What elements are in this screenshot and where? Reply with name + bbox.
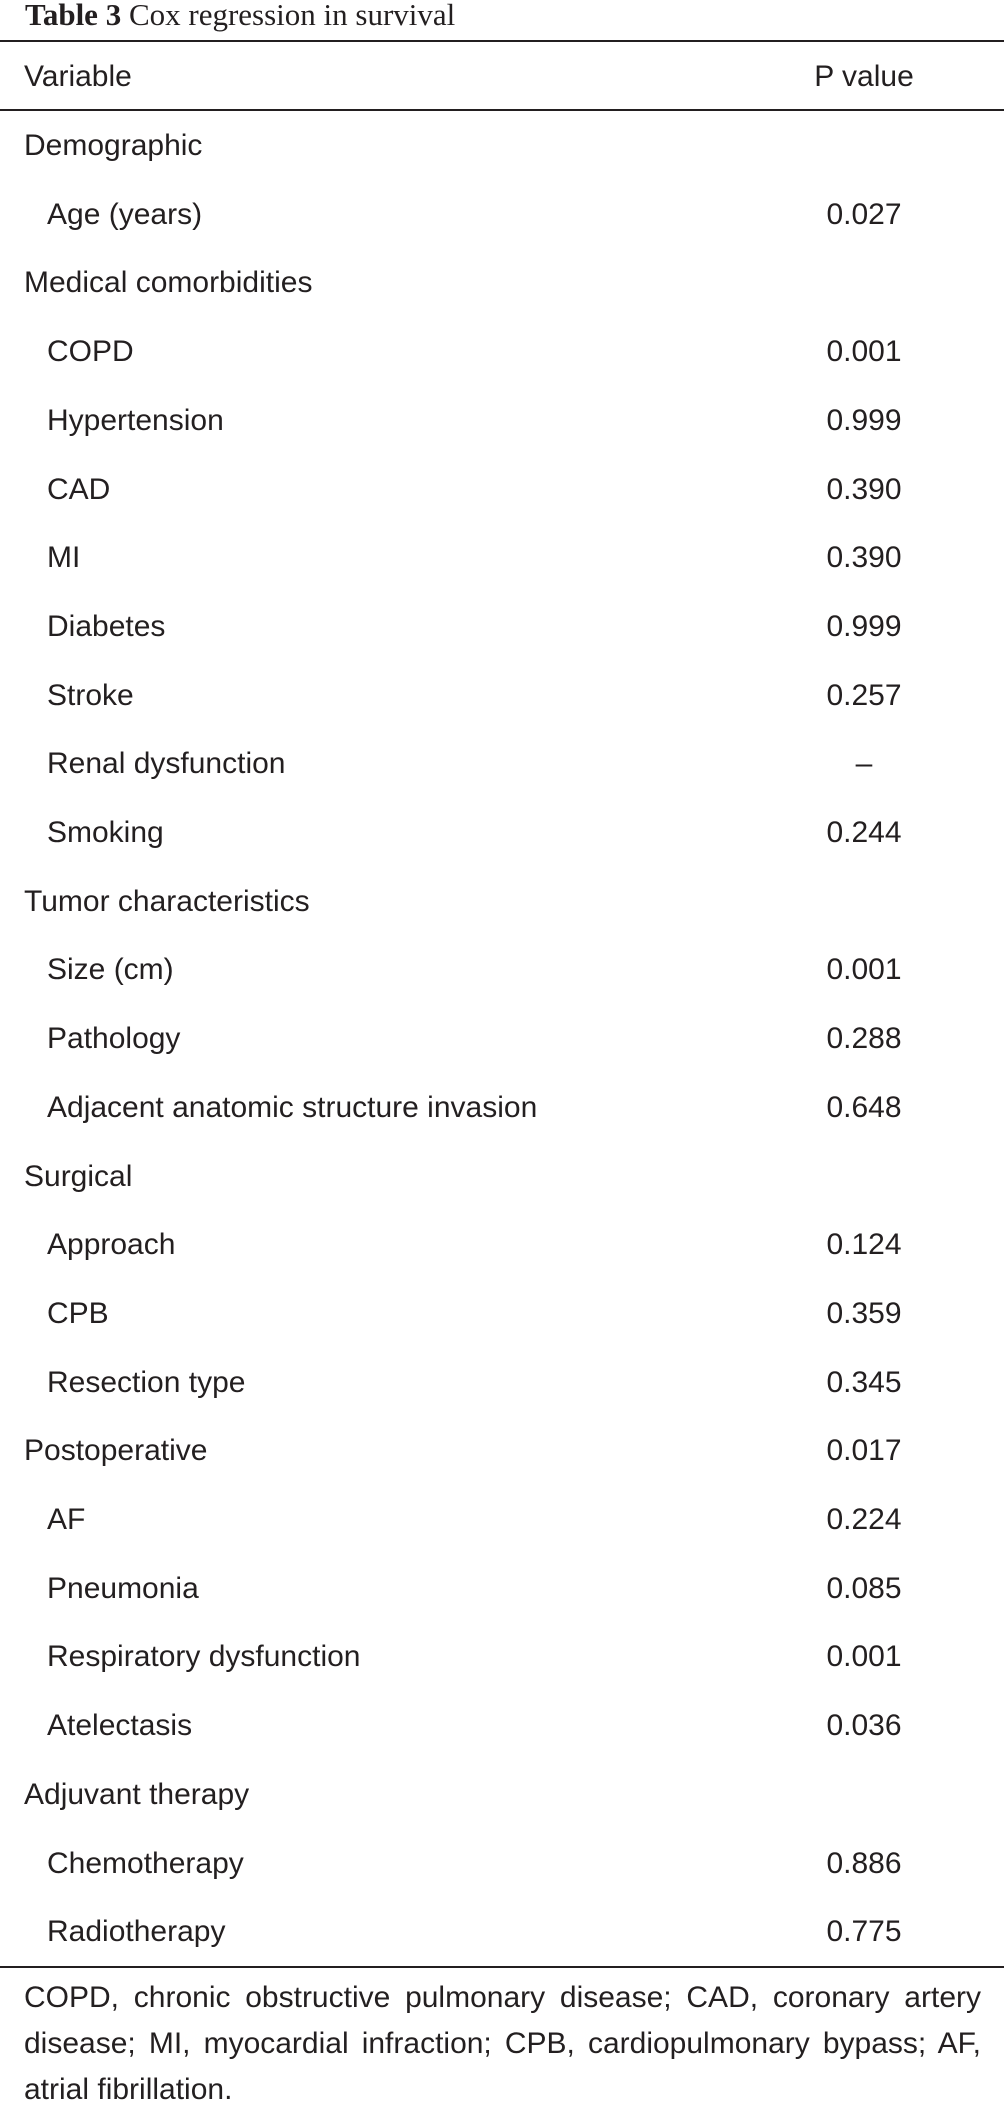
table-section-row (0, 248, 1004, 317)
table-row (0, 1485, 1004, 1554)
variable-cell: Postoperative (24, 1434, 208, 1468)
table-section-row (0, 1416, 1004, 1485)
variable-cell: Smoking (47, 816, 164, 849)
table-row (0, 1829, 1004, 1898)
p-value-cell: 0.124 (826, 1228, 902, 1262)
table-row (0, 729, 1004, 798)
p-value-cell: 0.288 (826, 1022, 902, 1056)
table-footnote: COPD, chronic obstructive pulmonary disease; CAD, coronary artery disease; MI, myocardial infraction; CPB, cardiopulmonary bypass; AF, atrial fibrillation. (24, 1981, 981, 2106)
p-value-cell: 0.775 (826, 1915, 902, 1949)
p-value-cell: – (855, 747, 873, 781)
variable-cell: Diabetes (47, 609, 166, 643)
p-value-cell: 0.027 (826, 197, 902, 231)
bottom-rule (0, 1966, 1004, 1968)
variable-cell: MI (47, 541, 81, 575)
table-row (0, 1897, 1004, 1966)
p-value-cell: 0.085 (826, 1571, 902, 1605)
variable-cell: Tumor characteristics (24, 884, 310, 918)
table-section-row (0, 1142, 1004, 1211)
table-row (0, 1279, 1004, 1348)
variable-cell: Surgical (24, 1159, 133, 1193)
p-value-cell: 0.257 (826, 678, 902, 712)
variable-cell: Age (years) (47, 197, 203, 231)
table-caption (25, 0, 455, 38)
variable-cell: COPD (47, 335, 134, 369)
table-row (0, 798, 1004, 867)
p-value-cell: 0.359 (826, 1296, 902, 1330)
p-value-cell: 0.224 (826, 1503, 902, 1536)
p-value-cell: 0.244 (826, 816, 902, 849)
variable-cell: Hypertension (47, 403, 224, 437)
table-row (0, 592, 1004, 661)
variable-cell: Medical comorbidities (24, 266, 313, 300)
p-value-cell: 0.036 (826, 1709, 902, 1743)
table-section-row (0, 867, 1004, 936)
table-row (0, 935, 1004, 1004)
variable-cell: Demographic (24, 129, 203, 162)
p-value-cell: 0.017 (826, 1434, 902, 1468)
variable-cell: Adjacent anatomic structure invasion (47, 1090, 538, 1124)
table-header-row (0, 42, 1004, 111)
table-row (0, 523, 1004, 592)
variable-cell: Pathology (47, 1022, 181, 1056)
p-value-cell: 0.001 (826, 1640, 902, 1674)
table-row (0, 455, 1004, 524)
table-row (0, 180, 1004, 249)
table-row (0, 661, 1004, 730)
variable-cell: Resection type (47, 1365, 246, 1399)
table-title: Cox regression in survival (128, 0, 456, 32)
variable-cell: CAD (47, 472, 111, 506)
variable-cell: Radiotherapy (47, 1915, 226, 1949)
p-value-cell: 0.390 (826, 472, 902, 506)
variable-cell: AF (47, 1503, 86, 1536)
table-section-row (0, 111, 1004, 180)
header-p-value: P value (814, 60, 914, 93)
variable-cell: Adjuvant therapy (24, 1777, 250, 1811)
p-value-cell: 0.886 (826, 1846, 902, 1880)
variable-cell: Respiratory dysfunction (47, 1640, 361, 1674)
table-row (0, 1210, 1004, 1279)
table-row (0, 1073, 1004, 1142)
table-row (0, 1004, 1004, 1073)
table-row (0, 1691, 1004, 1760)
table-row (0, 1554, 1004, 1623)
table-number: Table 3 (25, 0, 122, 32)
table-row (0, 1622, 1004, 1691)
variable-cell: Chemotherapy (47, 1846, 244, 1880)
variable-cell: Size (cm) (47, 953, 174, 987)
table-row (0, 317, 1004, 386)
p-value-cell: 0.999 (826, 609, 902, 643)
header-variable: Variable (24, 60, 132, 93)
variable-cell: Renal dysfunction (47, 747, 286, 781)
table-row (0, 386, 1004, 455)
variable-cell: Pneumonia (47, 1571, 199, 1605)
variable-cell: Atelectasis (47, 1709, 193, 1743)
table-section-row (0, 1760, 1004, 1829)
variable-cell: Approach (47, 1228, 176, 1262)
table-row (0, 1348, 1004, 1417)
p-value-cell: 0.001 (826, 335, 902, 369)
p-value-cell: 0.648 (826, 1090, 902, 1124)
p-value-cell: 0.390 (826, 541, 902, 575)
variable-cell: CPB (47, 1296, 109, 1330)
p-value-cell: 0.001 (826, 953, 902, 987)
p-value-cell: 0.999 (826, 403, 902, 437)
p-value-cell: 0.345 (826, 1365, 902, 1399)
variable-cell: Stroke (47, 678, 134, 712)
